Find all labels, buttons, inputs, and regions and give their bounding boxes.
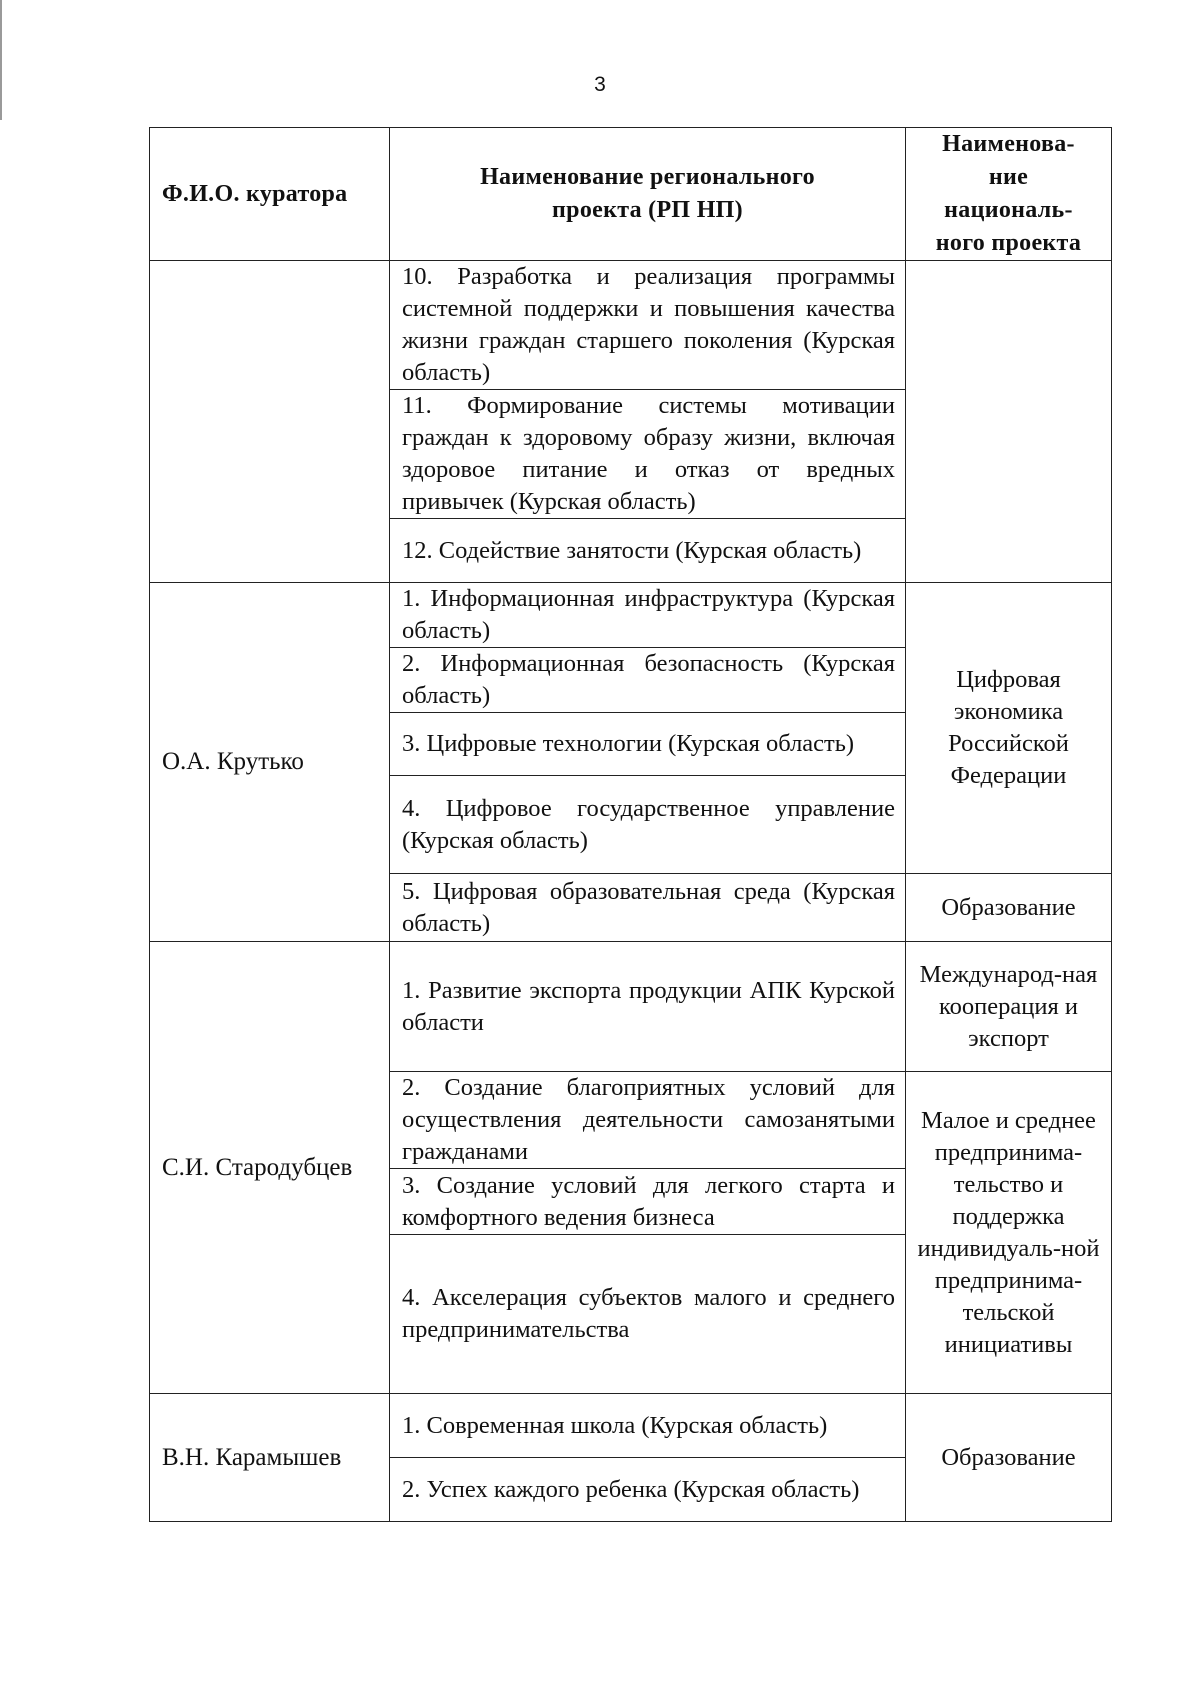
national-project-cell: Образование: [906, 1394, 1112, 1522]
header-regional-project-line: проекта (РП НП): [552, 197, 743, 223]
table-row: [150, 1394, 1112, 1458]
regional-project-cell: 1. Современная школа (Курская область): [390, 1394, 906, 1458]
header-national-project: [906, 128, 1112, 261]
regional-project-cell: 2. Информационная безопасность (Курская область): [390, 648, 906, 713]
regional-project-cell: 12. Содействие занятости (Курская область): [390, 519, 906, 583]
header-regional-project: [390, 128, 906, 261]
regional-project-cell: 4. Цифровое государственное управление (Курская область): [390, 776, 906, 874]
header-national-project-line: Наименова-: [942, 131, 1075, 157]
header-national-project-line: националь-: [944, 197, 1073, 223]
curators-table: [149, 127, 1112, 1522]
table-row: [150, 942, 1112, 1072]
header-curator: Ф.И.О. куратора: [150, 128, 390, 261]
regional-project-cell: 4. Акселерация субъектов малого и среднего предпринимательства: [390, 1235, 906, 1394]
national-project-cell: Международ-ная кооперация и экспорт: [906, 942, 1112, 1072]
page-number: 3: [594, 73, 606, 96]
curator-cell: [150, 261, 390, 583]
regional-project-cell: 1. Информационная инфраструктура (Курская область): [390, 583, 906, 648]
header-national-project-line: ного проекта: [935, 230, 1082, 256]
table-header-row: [150, 128, 1112, 261]
regional-project-cell: 2. Создание благоприятных условий для осуществления деятельности самозанятыми гражданами: [390, 1072, 906, 1169]
page-edge-line: [0, 0, 2, 120]
curator-cell: В.Н. Карамышев: [150, 1394, 390, 1522]
curator-cell: О.А. Крутько: [150, 583, 390, 942]
curator-cell: С.И. Стародубцев: [150, 942, 390, 1394]
regional-project-cell: 3. Создание условий для легкого старта и комфортного ведения бизнеса: [390, 1169, 906, 1235]
regional-project-cell: 3. Цифровые технологии (Курская область): [390, 713, 906, 776]
national-project-cell: Образование: [906, 874, 1112, 942]
table-row: [150, 261, 1112, 390]
regional-project-cell: 11. Формирование системы мотивации граждан к здоровому образу жизни, включая здоровое питание и отказ от вредных привычек (Курская область): [390, 390, 906, 519]
regional-project-cell: 5. Цифровая образовательная среда (Курская область): [390, 874, 906, 942]
regional-project-cell: 10. Разработка и реализация программы системной поддержки и повышения качества жизни граждан старшего поколения (Курская область): [390, 261, 906, 390]
header-regional-project-line: Наименование регионального: [480, 164, 815, 190]
regional-project-cell: 1. Развитие экспорта продукции АПК Курской области: [390, 942, 906, 1072]
national-project-cell: Малое и среднее предпринима-тельство и поддержка индивидуаль-ной предпринима-тельской инициативы: [906, 1072, 1112, 1394]
national-project-cell: [906, 261, 1112, 583]
table-row: [150, 583, 1112, 648]
header-national-project-line: ние: [988, 164, 1029, 190]
regional-project-cell: 2. Успех каждого ребенка (Курская область): [390, 1458, 906, 1522]
national-project-cell: Цифровая экономика Российской Федерации: [906, 583, 1112, 874]
